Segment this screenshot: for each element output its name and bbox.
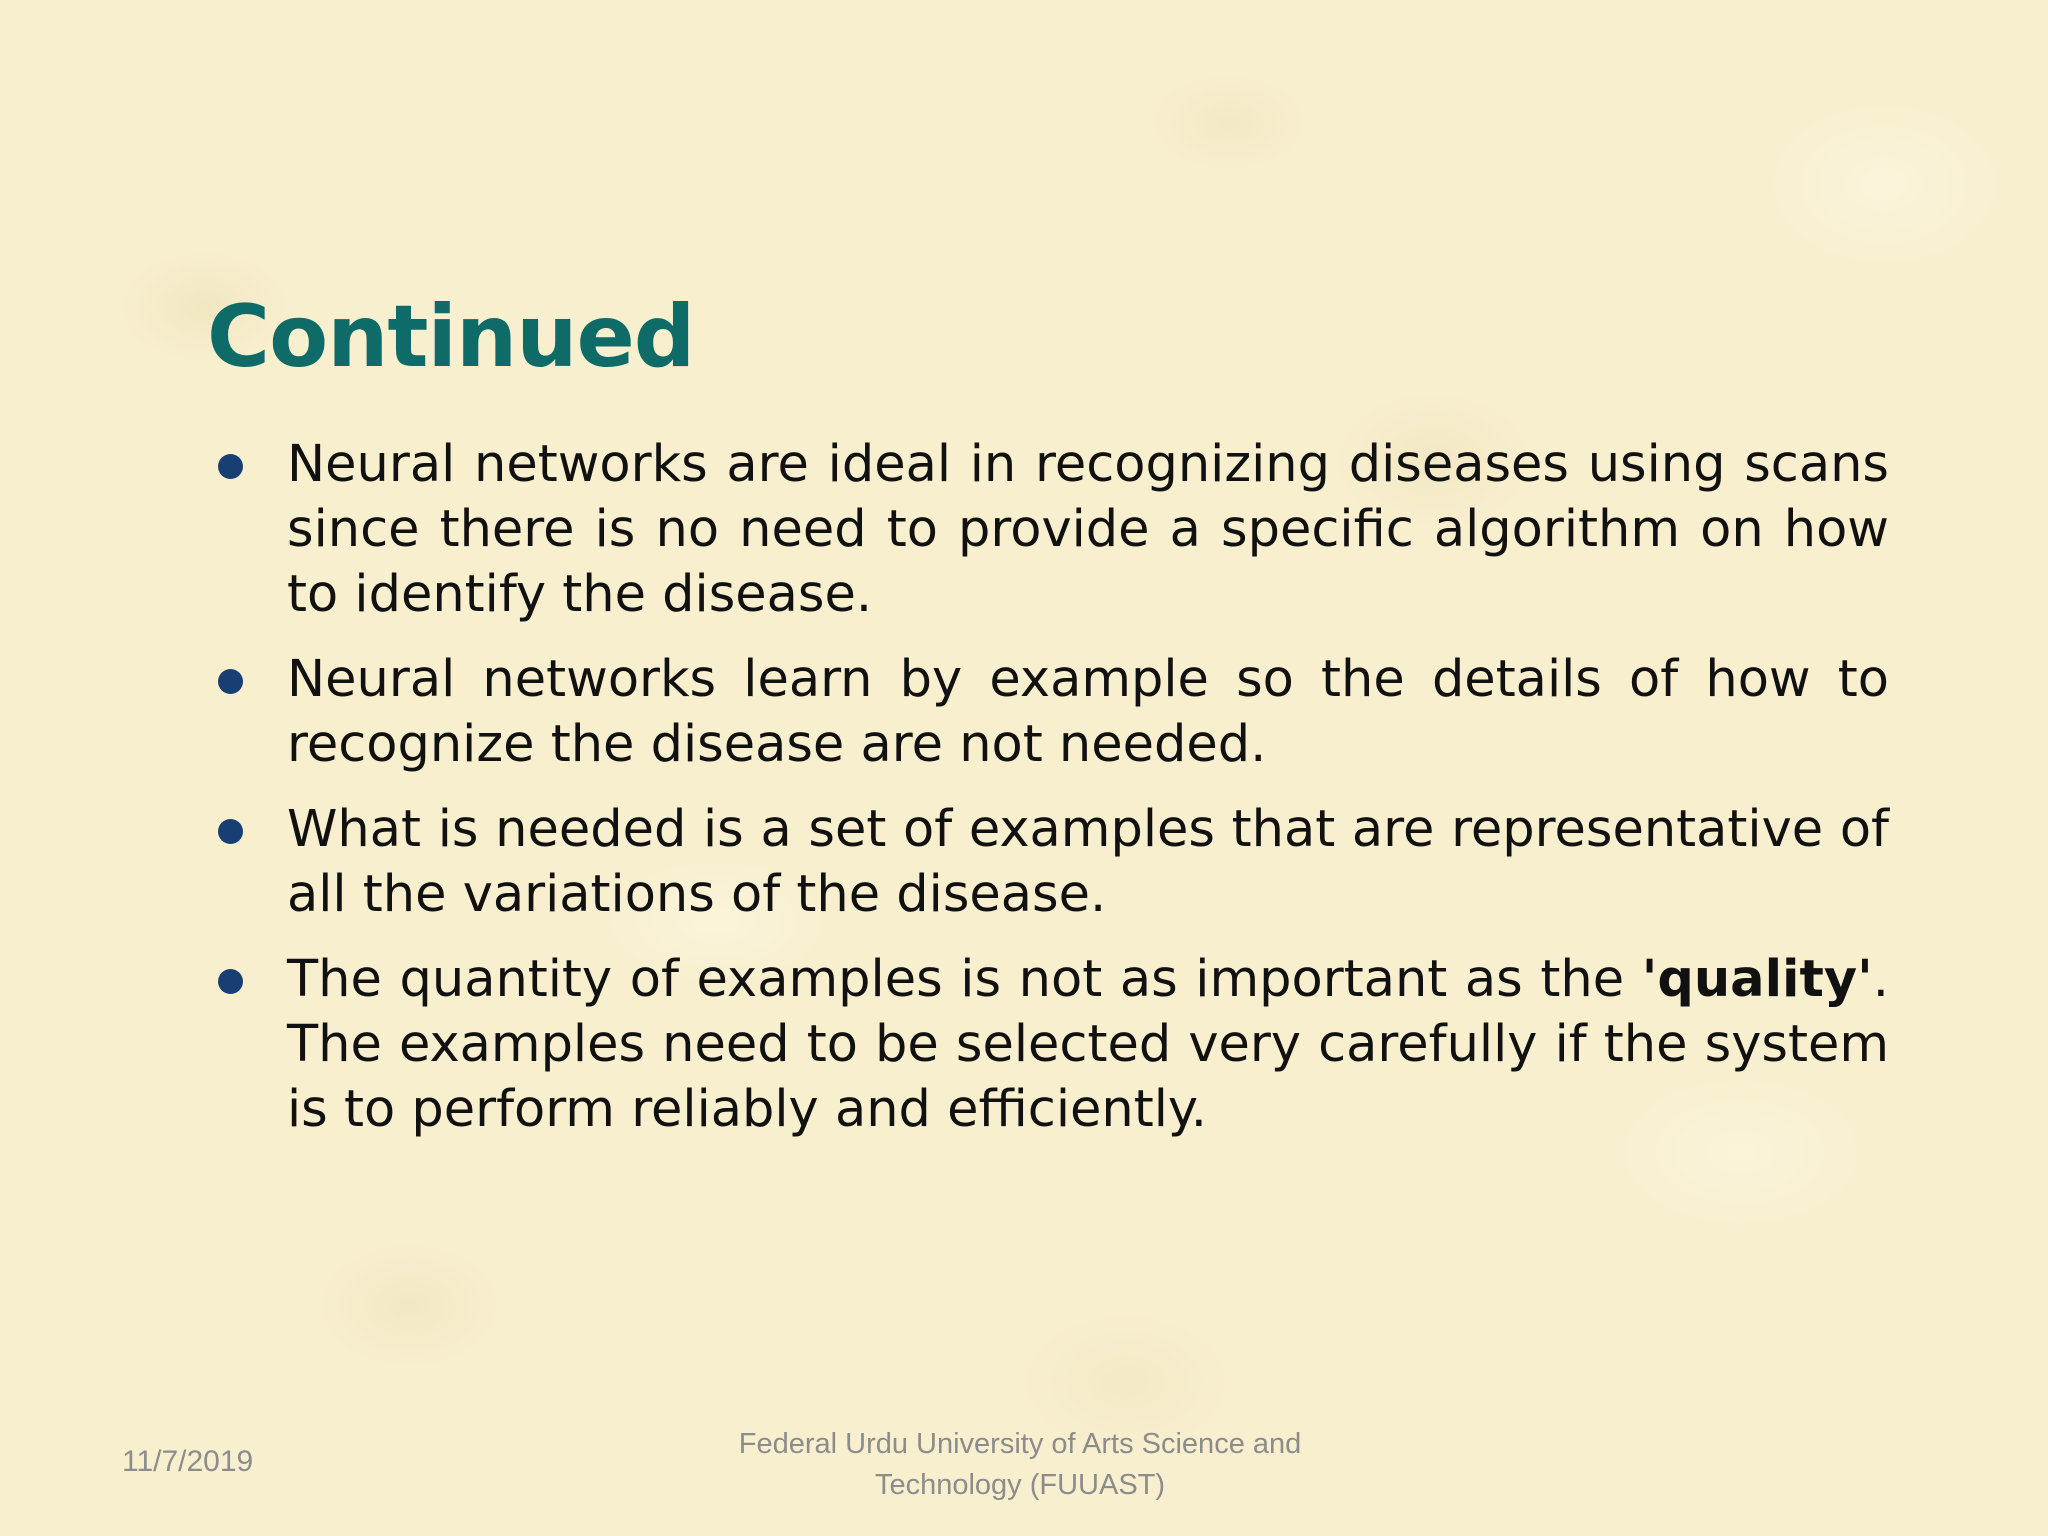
bullet-item — [207, 947, 1889, 1142]
bullet-item — [207, 432, 1889, 627]
bullet-dot-icon — [218, 969, 243, 994]
footer-organization — [690, 1424, 1350, 1506]
slide-title: Continued — [207, 287, 695, 387]
bullet-item — [207, 797, 1889, 927]
bullet-dot-icon — [218, 454, 243, 479]
bullet-item — [207, 647, 1889, 777]
bullet-text-start: The quantity of examples is not as important as the — [287, 950, 1642, 1009]
bullet-text: Neural networks learn by example so the details of how to recognize the disease are not needed. — [287, 650, 1889, 774]
bullet-text: Neural networks are ideal in recognizing diseases using scans since there is no need to provide a specific algorithm on how to identify the disease. — [287, 435, 1889, 624]
footer-org-line-2: Technology (FUUAST) — [874, 1469, 1166, 1501]
bullet-list — [207, 432, 1889, 1162]
bullet-text: What is needed is a set of examples that are representative of all the variations of the disease. — [287, 800, 1889, 924]
bullet-dot-icon — [218, 669, 243, 694]
bullet-dot-icon — [218, 819, 243, 844]
bullet-text-bold: 'quality' — [1641, 950, 1873, 1009]
footer-date: 11/7/2019 — [122, 1445, 254, 1478]
bullet-text-end: . The examples need to be selected very carefully if the system is to perform reliably and efficiently. — [287, 950, 1889, 1139]
footer-org-line-1: Federal Urdu University of Arts Science and — [738, 1428, 1302, 1460]
